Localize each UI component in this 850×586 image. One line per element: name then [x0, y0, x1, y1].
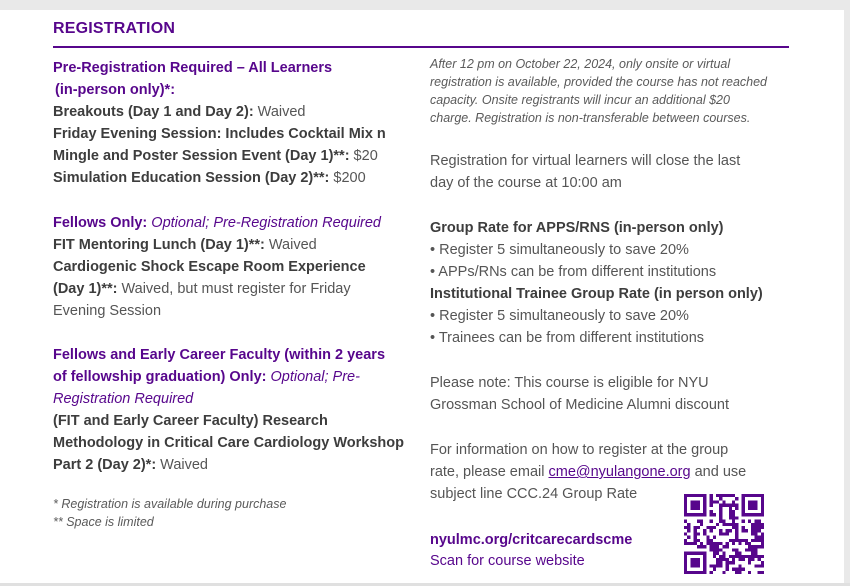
prereg-heading: Pre-Registration Required – All Learners: [53, 60, 333, 76]
escape-room-item: Cardiogenic Shock Escape Room Experience: [53, 259, 366, 275]
virtual-line: day of the course at 10:00 am: [430, 175, 622, 191]
early-career-section: [53, 344, 418, 476]
contact-line: For information on how to register at the group: [430, 442, 729, 458]
escape-room-item-end: Evening Session: [53, 303, 162, 319]
alumni-line: Grossman School of Medicine Alumni discount: [430, 397, 730, 413]
escape-room-item-cont: (Day 1)**: Waived, but must register for Friday: [53, 281, 351, 297]
contact-line: rate, please email cme@nyulangone.org and use: [430, 464, 747, 480]
early-career-heading-end: Registration Required: [53, 391, 194, 407]
trainee-rate-bullet: • Register 5 simultaneously to save 20%: [430, 308, 689, 324]
policy-note: [430, 55, 790, 127]
workshop-item: (FIT and Early Career Faculty) Research: [53, 413, 328, 429]
title-divider: [53, 46, 789, 48]
top-band: [0, 0, 850, 10]
policy-line: charge. Registration is non-transferable between courses.: [430, 111, 751, 125]
early-career-heading-cont: of fellowship graduation) Only: Optional; Pre-: [53, 369, 360, 385]
right-band: [844, 0, 850, 586]
trainee-rate-heading: Institutional Trainee Group Rate (in person only): [430, 286, 763, 302]
contact-line: subject line CCC.24 Group Rate: [430, 486, 638, 502]
email-link[interactable]: cme@nyulangone.org: [548, 464, 691, 480]
group-rate-section: [430, 217, 790, 349]
virtual-line: Registration for virtual learners will close the last: [430, 153, 741, 169]
workshop-item-cont: Methodology in Critical Care Cardiology Workshop: [53, 435, 404, 451]
policy-line: After 12 pm on October 22, 2024, only onsite or virtual: [430, 57, 731, 71]
fellows-heading: Fellows Only: Optional; Pre-Registration Required: [53, 215, 381, 231]
alumni-line: Please note: This course is eligible for NYU: [430, 375, 709, 391]
footnote-space: ** Space is limited: [53, 515, 154, 529]
friday-item-cont: Mingle and Poster Session Event (Day 1)**: $20: [53, 148, 378, 164]
breakouts-item: Breakouts (Day 1 and Day 2): Waived: [53, 104, 306, 120]
footnote-purchase: * Registration is available during purchase: [53, 497, 287, 511]
footnotes: [53, 495, 418, 531]
simulation-item: Simulation Education Session (Day 2)**: $200: [53, 170, 366, 186]
group-rate-bullet: • APPs/RNs can be from different institutions: [430, 264, 717, 280]
group-rate-heading: Group Rate for APPS/RNS (in-person only): [430, 220, 724, 236]
page-title: REGISTRATION: [53, 20, 176, 37]
policy-line: registration is available, provided the course has not reached: [430, 75, 768, 89]
policy-line: capacity. Onsite registrants will incur an additional $20: [430, 93, 730, 107]
trainee-rate-bullet: • Trainees can be from different institutions: [430, 330, 705, 346]
virtual-registration-note: [430, 150, 790, 194]
workshop-item-end: Part 2 (Day 2)*: Waived: [53, 457, 208, 473]
prereg-section: [53, 57, 418, 189]
qr-code-icon[interactable]: [684, 494, 764, 574]
fit-lunch-item: FIT Mentoring Lunch (Day 1)**: Waived: [53, 237, 317, 253]
fellows-section: [53, 212, 418, 322]
prereg-heading-sub: (in-person only)*:: [55, 82, 176, 98]
website-link[interactable]: nyulmc.org/critcarecardscme: [430, 532, 633, 548]
alumni-note: [430, 372, 790, 416]
website-caption: Scan for course website: [430, 553, 585, 569]
group-rate-bullet: • Register 5 simultaneously to save 20%: [430, 242, 689, 258]
friday-item: Friday Evening Session: Includes Cocktail Mix n: [53, 126, 386, 142]
early-career-heading: Fellows and Early Career Faculty (within 2 years: [53, 347, 386, 363]
